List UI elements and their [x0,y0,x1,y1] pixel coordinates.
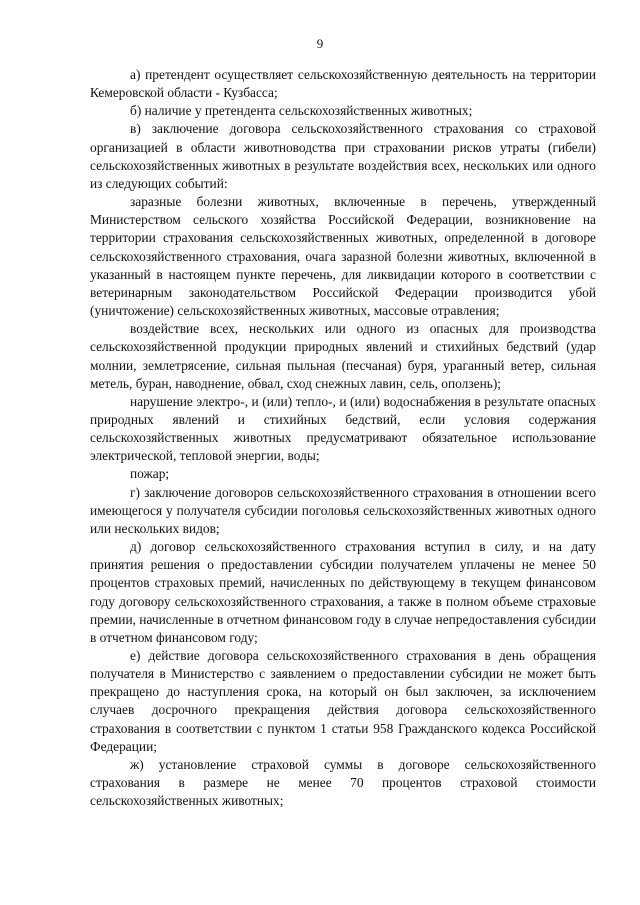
paragraph-event-fire: пожар; [130,466,170,482]
paragraph-g: г) заключение договоров сельскохозяйственного страхования в отношении всего имеющегося у получателя субсидии поголовья сельскохозяйственных животных одного или нескольких видов; [90,484,596,536]
paragraph-event-utilities: нарушение электро-, и (или) тепло-, и (или) водоснабжения в результате опасных природных явлений и стихийных бедствий, если условия содержания сельскохозяйственных животных предусматривают обязательное использование электрической, тепловой энергии, воды; [90,393,596,464]
paragraph-d: д) договор сельскохозяйственного страхования вступил в силу, и на дату принятия решения о предоставлении субсидии получателем уплачены не менее 50 процентов страховых премий, начисленных по действующему в текущем финансовом году договору сельскохозяйственного страхования, а также в полном объеме страховые премии, начисленные в отчетном финансовом году в случае непредоставления субсидии в отчетном финансовом году; [90,539,596,645]
paragraph-v: в) заключение договора сельскохозяйственного страхования со страховой организацией в области животноводства при страховании рисков утраты (гибели) сельскохозяйственных животных в результате воздействия всех, нескольких или одного из следующих событий: [90,121,596,191]
paragraph-zh: ж) установление страховой суммы в договоре сельскохозяйственного страхования в размере не менее 70 процентов страховой стоимости сельскохозяйственных животных; [90,756,596,809]
page-number: 9 [316,36,324,51]
document-body [90,66,596,810]
paragraph-event-diseases: заразные болезни животных, включенные в перечень, утвержденный Министерством сельского хозяйства Российской Федерации, возникновение на территории страхования сельскохозяйственных животных, определенной в договоре сельскохозяйственного страхования, очага заразной болезни животных, включенной в указанный в настоящем пункте перечень, для ликвидации которого в соответствии с ветеринарным законодательством Российской Федерации производится убой (уничтожение) сельскохозяйственных животных, массовые отравления; [90,194,596,319]
paragraph-event-natural: воздействие всех, нескольких или одного из опасных для производства сельскохозяйственной продукции природных явлений и стихийных бедствий (удар молнии, землетрясение, сильная пыльная (песчаная) буря, ураганный ветер, сильная метель, буран, наводнение, обвал, сход снежных лавин, сель, оползень); [90,321,596,391]
paragraph-a: а) претендент осуществляет сельскохозяйственную деятельность на территории Кемеровской области - Кузбасса; [90,67,596,101]
paragraph-e: е) действие договора сельскохозяйственного страхования в день обращения получателя в Министерство с заявлением о предоставлении субсидии не может быть прекращено до наступления срока, на который он был заключен, за исключением случаев досрочного прекращения действия договора сельскохозяйственного страхования в соответствии с пунктом 1 статьи 958 Гражданского кодекса Российской Федерации; [90,648,596,754]
paragraph-b: б) наличие у претендента сельскохозяйственных животных; [130,103,473,119]
